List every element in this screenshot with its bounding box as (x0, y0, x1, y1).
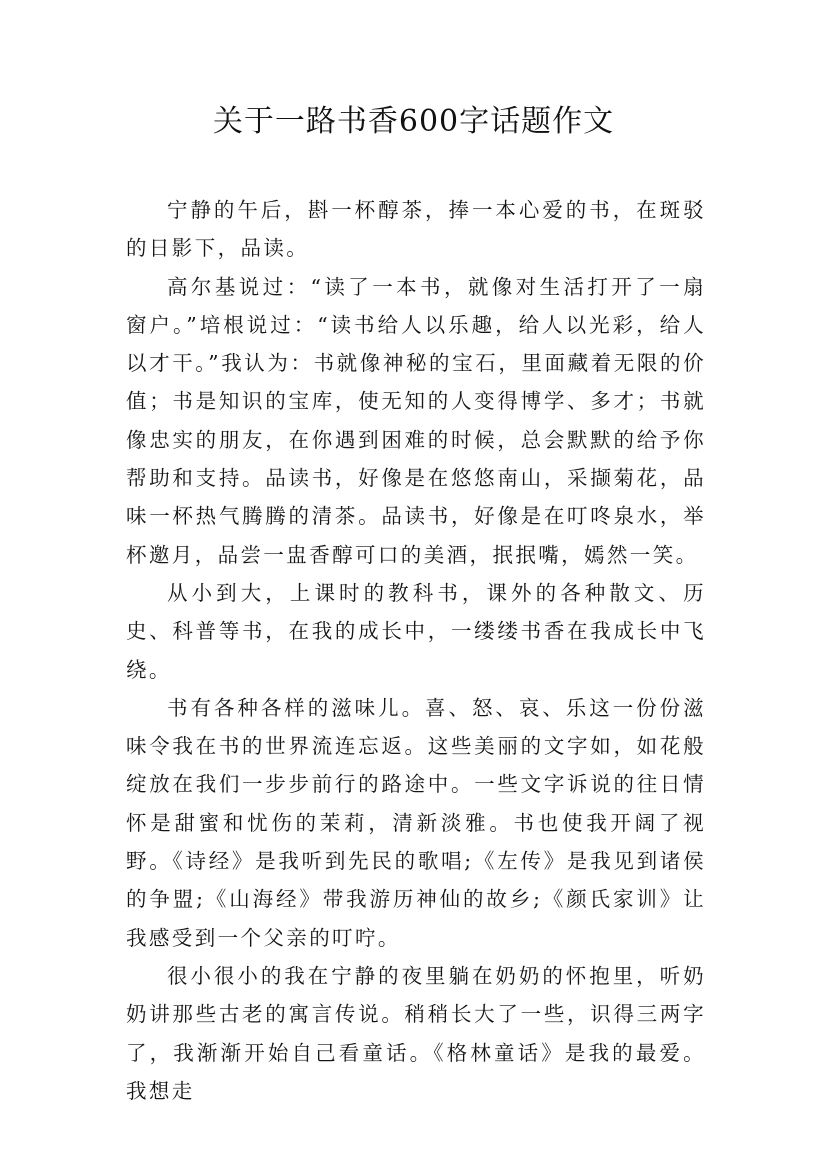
paragraph: 从小到大，上课时的教科书，课外的各种散文、历史、科普等书，在我的成长中，一缕缕书香在我成长中飞绕。 (126, 580, 706, 682)
paragraph: 很小很小的我在宁静的夜里躺在奶奶的怀抱里，听奶奶讲那些古老的寓言传说。稍稍长大了一些，识得三两字了，我渐渐开始自己看童话。《格林童话》是我的最爱。我想走 (126, 963, 706, 1103)
paragraph: 高尔基说过：“读了一本书，就像对生活打开了一扇窗户。”培根说过：“读书给人以乐趣，给人以光彩，给人以才干。”我认为：书就像神秘的宝石，里面藏着无限的价值；书是知识的宝库，使无知的人变得博学、多才；书就像忠实的朋友，在你遇到困难的时候，总会默默的给予你帮助和支持。品读书，好像是在悠悠南山，采撷菊花，品味一杯热气腾腾的清茶。品读书，好像是在叮咚泉水，举杯邀月，品尝一盅香醇可口的美酒，抿抿嘴，嫣然一笑。 (126, 274, 706, 567)
paragraph: 书有各种各样的滋味儿。喜、怒、哀、乐这一份份滋味令我在书的世界流连忘返。这些美丽的文字如，如花般绽放在我们一步步前行的路途中。一些文字诉说的往日情怀是甜蜜和忧伤的茉莉，清新淡雅。书也使我开阔了视野。《诗经》是我听到先民的歌唱;《左传》是我见到诸侯的争盟;《山海经》带我游历神仙的故乡;《颜氏家训》让我感受到一个父亲的叮咛。 (126, 695, 706, 950)
paragraph: 宁静的午后，斟一杯醇茶，捧一本心爱的书，在斑驳的日影下，品读。 (126, 198, 706, 261)
document-title: 关于一路书香600字话题作文 (212, 104, 615, 139)
document-body (126, 191, 706, 1110)
